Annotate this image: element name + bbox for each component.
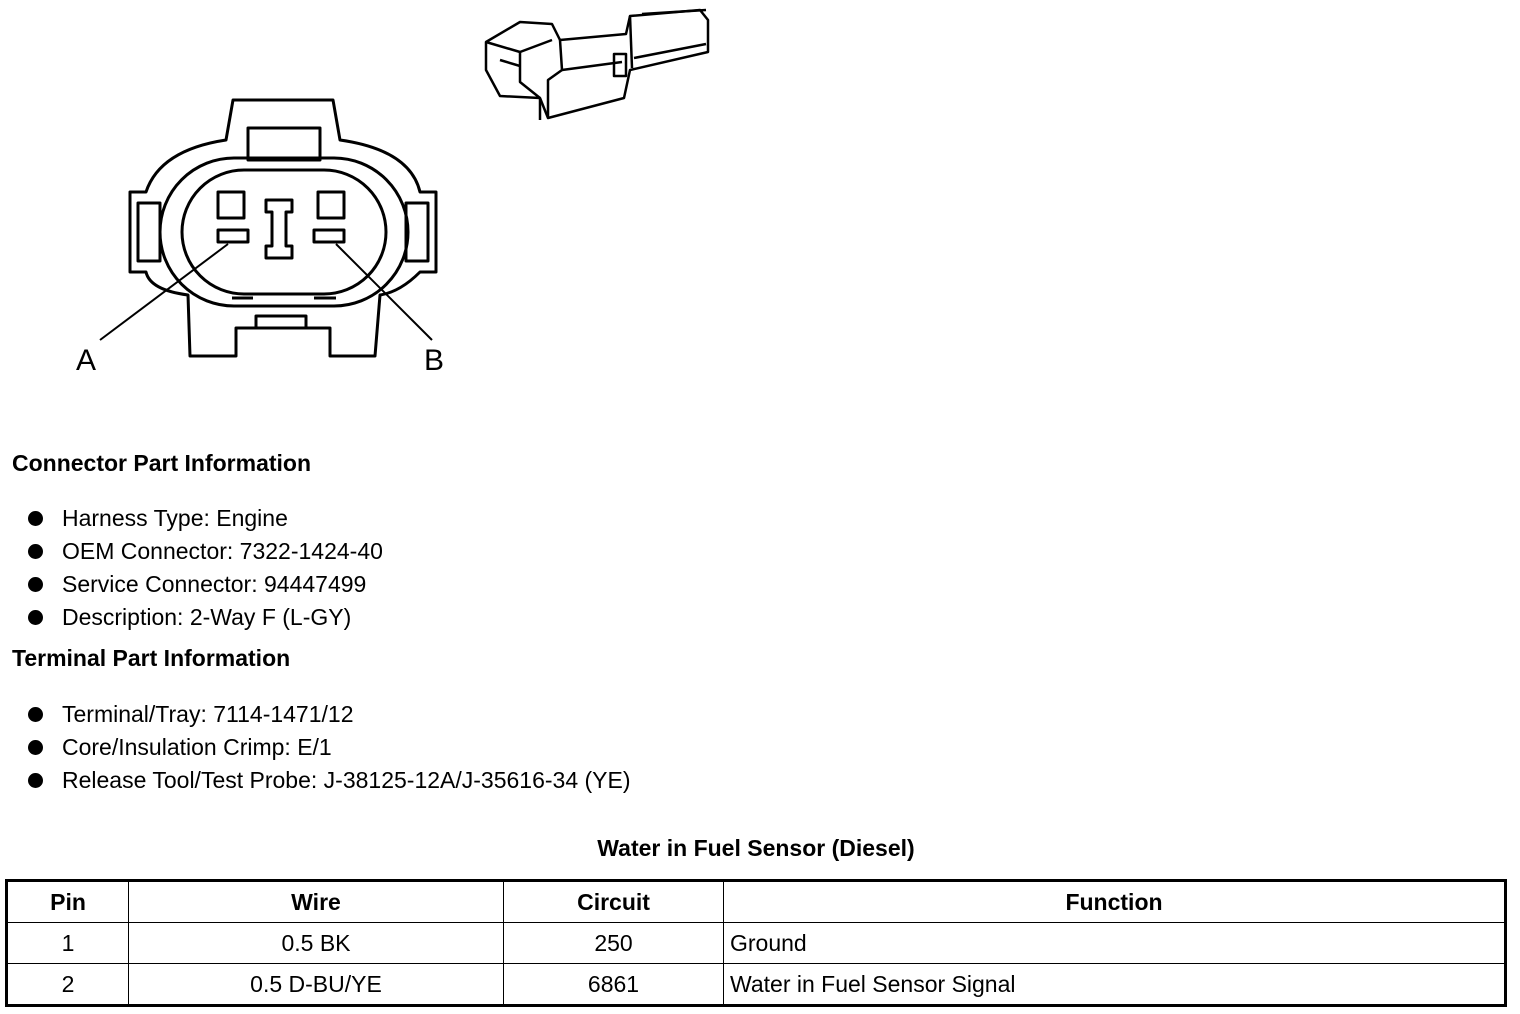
center-key <box>266 200 292 258</box>
bullet-icon <box>28 773 43 788</box>
bullet-icon <box>28 740 43 755</box>
terminal-b-upper <box>318 192 344 218</box>
list-item: OEM Connector: 7322-1424-40 <box>28 535 383 568</box>
list-item: Service Connector: 94447499 <box>28 568 383 601</box>
bullet-icon <box>28 610 43 625</box>
leader-line-b <box>336 244 432 340</box>
bullet-icon <box>28 511 43 526</box>
cavity-outline <box>182 170 386 294</box>
terminal-info-list <box>28 698 631 797</box>
pin-a-label: A <box>76 344 97 377</box>
terminal-part-info-title: Terminal Part Information <box>12 645 291 671</box>
list-item: Harness Type: Engine <box>28 502 383 535</box>
list-item: Terminal/Tray: 7114-1471/12 <box>28 698 631 731</box>
pin-b-label: B <box>424 344 445 377</box>
bullet-icon <box>28 544 43 559</box>
cell-wire: 0.5 D-BU/YE <box>129 964 504 1006</box>
bullet-icon <box>28 707 43 722</box>
connector-part-info-title: Connector Part Information <box>12 450 312 476</box>
header-circuit: Circuit <box>504 881 724 923</box>
header-pin: Pin <box>7 881 129 923</box>
terminal-b-blade <box>314 230 344 242</box>
bottom-notch <box>256 316 306 328</box>
table-row <box>7 964 1506 1006</box>
left-side-tab <box>138 203 160 261</box>
connector-body-outline <box>130 100 436 356</box>
connector-face-diagram <box>0 0 760 400</box>
seal-ring <box>160 158 408 306</box>
table-title: Water in Fuel Sensor (Diesel) <box>597 835 915 861</box>
header-wire: Wire <box>129 881 504 923</box>
terminal-a-upper <box>218 192 244 218</box>
cell-pin: 1 <box>7 923 129 964</box>
cell-pin: 2 <box>7 964 129 1006</box>
table-header-row <box>7 881 1506 923</box>
cell-function: Ground <box>724 923 1506 964</box>
bullet-icon <box>28 577 43 592</box>
cell-circuit: 250 <box>504 923 724 964</box>
list-item: Description: 2-Way F (L-GY) <box>28 601 383 634</box>
table-row <box>7 923 1506 964</box>
header-function: Function <box>724 881 1506 923</box>
list-item: Release Tool/Test Probe: J-38125-12A/J-35616-34 (YE) <box>28 764 631 797</box>
terminal-a-blade <box>218 230 248 242</box>
cell-wire: 0.5 BK <box>129 923 504 964</box>
connector-3d-view <box>486 10 708 120</box>
pinout-table <box>5 879 1507 1007</box>
connector-info-list <box>28 502 383 634</box>
list-item: Core/Insulation Crimp: E/1 <box>28 731 631 764</box>
cell-function: Water in Fuel Sensor Signal <box>724 964 1506 1006</box>
top-latch <box>248 128 320 160</box>
cell-circuit: 6861 <box>504 964 724 1006</box>
